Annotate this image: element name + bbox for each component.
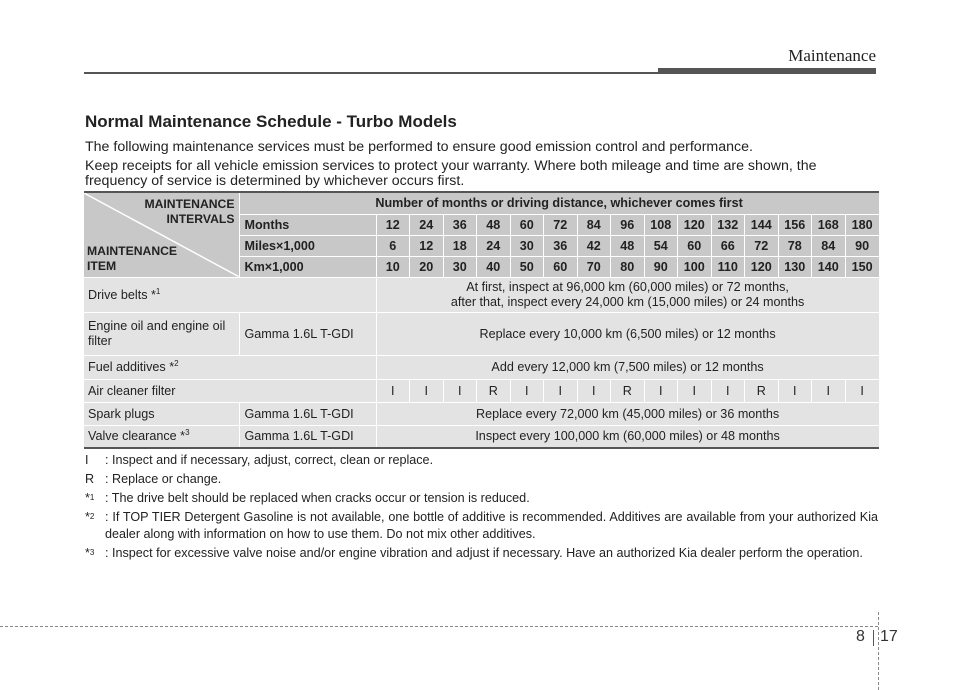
interval-label: Months [239, 214, 376, 235]
row-item-label [84, 277, 376, 312]
interval-value: 156 [778, 214, 812, 235]
header-rule [84, 72, 658, 74]
maintenance-schedule-table [84, 191, 879, 449]
row-item-label [84, 312, 239, 355]
interval-value: 10 [376, 256, 410, 277]
inspection-code: I [845, 379, 879, 402]
page-chapter: 8 [856, 628, 865, 645]
footnote-star: * [85, 510, 90, 524]
footnote-item [85, 452, 878, 469]
inspection-code: I [812, 379, 846, 402]
inspection-code: I [678, 379, 712, 402]
inspection-code: R [745, 379, 779, 402]
interval-value: 72 [745, 235, 779, 256]
table-row-air-cleaner [84, 379, 879, 402]
interval-value: 24 [410, 214, 444, 235]
interval-value: 50 [510, 256, 544, 277]
footer-rule [0, 626, 878, 627]
corner-label-intervals [144, 197, 234, 227]
table-row-engine-oil [84, 312, 879, 355]
interval-value: 48 [477, 214, 511, 235]
inspection-code: I [577, 379, 611, 402]
interval-value: 60 [510, 214, 544, 235]
interval-value: 6 [376, 235, 410, 256]
footnote-text: : The drive belt should be replaced when cracks occur or tension is reduced. [105, 491, 530, 505]
item-text: Valve clearance * [88, 429, 186, 444]
inspection-code: I [410, 379, 444, 402]
page-number-divider [873, 630, 874, 646]
value-line-1: At first, inspect at 96,000 km (60,000 miles) or 72 months, [466, 279, 789, 294]
interval-value: 120 [745, 256, 779, 277]
interval-value: 90 [644, 256, 678, 277]
interval-value: 84 [577, 214, 611, 235]
inspection-code: R [611, 379, 645, 402]
item-text: Drive belts * [88, 287, 156, 302]
interval-value: 66 [711, 235, 745, 256]
table-row-spark-plugs [84, 402, 879, 425]
interval-value: 110 [711, 256, 745, 277]
item-text: Fuel additives * [88, 360, 175, 374]
row-item-label [84, 425, 239, 448]
footnote-key: I [85, 453, 89, 467]
row-item-label: Spark plugs [84, 402, 239, 425]
section-title: Normal Maintenance Schedule - Turbo Models [85, 112, 457, 131]
row-value: Replace every 72,000 km (45,000 miles) or 36 months [376, 402, 879, 425]
interval-value: 80 [611, 256, 645, 277]
interval-value: 36 [443, 214, 477, 235]
table-row-valve-clearance [84, 425, 879, 448]
interval-value: 96 [611, 214, 645, 235]
interval-value: 90 [845, 235, 879, 256]
inspection-code: I [443, 379, 477, 402]
interval-value: 130 [778, 256, 812, 277]
interval-value: 30 [510, 235, 544, 256]
intro-paragraph-1: The following maintenance services must be performed to ensure good emission control and performance. [85, 139, 753, 155]
footnote-item [85, 490, 878, 507]
interval-value: 120 [678, 214, 712, 235]
item-text: Engine oil and engine oil filter [88, 318, 226, 348]
interval-value: 60 [678, 235, 712, 256]
interval-value: 18 [443, 235, 477, 256]
inspection-code: I [644, 379, 678, 402]
footnote-text: : Replace or change. [105, 472, 222, 486]
footer-vertical-rule [878, 612, 879, 690]
footnote-key [85, 545, 105, 562]
footnote-sup: 1 [89, 493, 95, 502]
interval-value: 168 [812, 214, 846, 235]
footnotes [85, 452, 878, 564]
footnote-text: : If TOP TIER Detergent Gasoline is not available, one bottle of additive is recommended. Additives are available from your authorized Kia dealer along with information on how to use them. Do not mix other additives. [105, 510, 878, 541]
interval-value: 36 [544, 235, 578, 256]
table-row-fuel-additives [84, 355, 879, 379]
interval-value: 72 [544, 214, 578, 235]
footnote-key: R [85, 472, 95, 486]
row-value [376, 277, 879, 312]
footnote-text: : Inspect and if necessary, adjust, correct, clean or replace. [105, 453, 434, 467]
footnote-text: : Inspect for excessive valve noise and/or engine vibration and adjust if necessary. Have an authorized Kia dealer perform the operation. [105, 546, 863, 560]
table-header-row [84, 192, 879, 214]
footnote-star: * [85, 491, 90, 505]
interval-value: 12 [376, 214, 410, 235]
inspection-code: I [510, 379, 544, 402]
interval-value: 70 [577, 256, 611, 277]
interval-value: 180 [845, 214, 879, 235]
footnote-item [85, 545, 878, 562]
footnote-item [85, 509, 878, 543]
inspection-code: I [544, 379, 578, 402]
footnote-marker: 1 [155, 286, 161, 296]
interval-label: Miles×1,000 [239, 235, 376, 256]
interval-value: 108 [644, 214, 678, 235]
inspection-code: I [376, 379, 410, 402]
row-value: Add every 12,000 km (7,500 miles) or 12 months [376, 355, 879, 379]
interval-label: Km×1,000 [239, 256, 376, 277]
page-number: 17 [880, 628, 898, 645]
row-engine: Gamma 1.6L T-GDI [239, 425, 376, 448]
interval-value: 30 [443, 256, 477, 277]
row-engine: Gamma 1.6L T-GDI [239, 402, 376, 425]
table-row-drive-belts [84, 277, 879, 312]
footnote-key [85, 509, 105, 543]
corner-label-item [87, 244, 177, 274]
interval-value: 60 [544, 256, 578, 277]
interval-value: 48 [611, 235, 645, 256]
inspection-code: I [778, 379, 812, 402]
inspection-code: R [477, 379, 511, 402]
corner-item-text: MAINTENANCE ITEM [87, 243, 178, 273]
interval-value: 20 [410, 256, 444, 277]
row-item-label [84, 355, 376, 379]
interval-value: 42 [577, 235, 611, 256]
interval-value: 132 [711, 214, 745, 235]
interval-value: 24 [477, 235, 511, 256]
corner-intervals-text: MAINTENANCE INTERVALS [144, 197, 235, 226]
interval-value: 140 [812, 256, 846, 277]
footnote-marker: 2 [174, 359, 179, 368]
interval-value: 12 [410, 235, 444, 256]
row-item-label: Air cleaner filter [84, 379, 376, 402]
footnote-key [85, 490, 105, 507]
row-value: Replace every 10,000 km (6,500 miles) or 12 months [376, 312, 879, 355]
interval-value: 54 [644, 235, 678, 256]
interval-value: 100 [678, 256, 712, 277]
interval-value: 84 [812, 235, 846, 256]
header-title: Maintenance [788, 46, 876, 65]
table-corner-cell [84, 192, 239, 277]
value-line-2: after that, inspect every 24,000 km (15,000 miles) or 24 months [450, 294, 805, 309]
table-header-title: Number of months or driving distance, whichever comes first [239, 192, 879, 214]
interval-value: 144 [745, 214, 779, 235]
row-engine: Gamma 1.6L T-GDI [239, 312, 376, 355]
header-rule-accent [658, 68, 876, 74]
footnote-sup: 2 [89, 512, 95, 521]
intro-paragraph-2: Keep receipts for all vehicle emission services to protect your warranty. Where both mileage and time are shown, the frequency of service is determined by whichever occurs first. [85, 158, 817, 189]
footnote-sup: 3 [89, 548, 95, 557]
inspection-code: I [711, 379, 745, 402]
footnote-star: * [85, 546, 90, 560]
footnote-marker: 3 [185, 428, 190, 438]
footnote-item [85, 471, 878, 488]
interval-value: 150 [845, 256, 879, 277]
interval-value: 40 [477, 256, 511, 277]
row-value: Inspect every 100,000 km (60,000 miles) or 48 months [376, 425, 879, 448]
interval-value: 78 [778, 235, 812, 256]
